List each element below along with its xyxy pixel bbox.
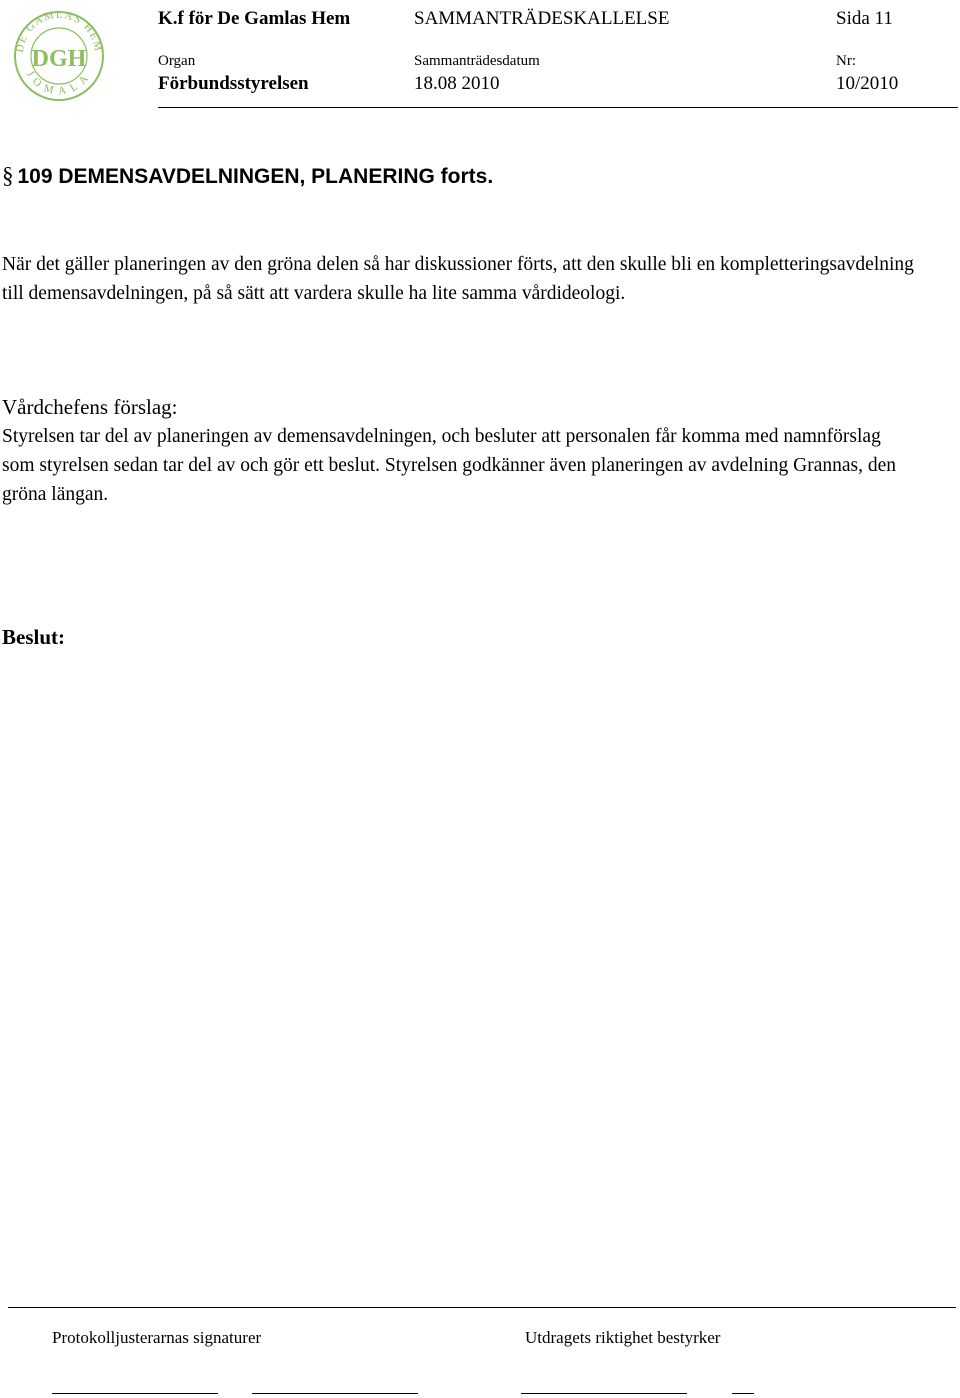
body-paragraph-2: Styrelsen tar del av planeringen av demensavdelningen, och besluter att personalen får komma med namnförslag som styrelsen sedan tar del av och gör ett beslut. Styrelsen godkänner även planeringen av avdelning Grannas, den gröna längan. [2, 426, 897, 505]
header-divider [158, 107, 958, 108]
logo-monogram: DGH [31, 46, 87, 72]
meeting-number-label: Nr: [836, 53, 856, 69]
logo-graphic [9, 2, 109, 102]
organization-name: K.f för De Gamlas Hem [158, 8, 351, 29]
signature-line-1 [52, 1393, 218, 1394]
proposal-heading: Vårdchefens förslag: [2, 395, 178, 419]
section-sign: § [2, 163, 14, 188]
organization-logo-seal [9, 2, 109, 102]
document-type: SAMMANTRÄDESKALLELSE [414, 8, 670, 29]
logo-arc-top-text: DE GAMLAS HEM [13, 8, 105, 54]
meeting-date-value: 18.08 2010 [414, 73, 500, 94]
body-paragraph-1: När det gäller planeringen av den gröna delen så har diskussioner förts, att den skulle bli en kompletteringsavdelning till demensavdelningen, på så sätt att vardera skulle ha lite samma vårdideologi. [2, 254, 914, 304]
decision-heading: Beslut: [2, 625, 65, 649]
meeting-number-value: 10/2010 [836, 73, 899, 94]
section-title [2, 164, 493, 187]
page-number: Sida 11 [836, 8, 893, 29]
organ-label: Organ [158, 53, 196, 69]
signature-line-4 [732, 1393, 754, 1394]
section-title-text: 109 DEMENSAVDELNINGEN, PLANERING forts. [17, 165, 494, 188]
meeting-date-label: Sammanträdesdatum [414, 53, 540, 69]
footer-divider [8, 1307, 956, 1308]
signature-line-2 [252, 1393, 418, 1394]
logo-arc-bottom-text: JOMALA [23, 68, 95, 98]
signatures-label: Protokolljusterarnas signaturer [52, 1328, 262, 1347]
certify-label: Utdragets riktighet bestyrker [525, 1328, 721, 1347]
organ-value: Förbundsstyrelsen [158, 73, 309, 94]
signature-line-3 [521, 1393, 687, 1394]
